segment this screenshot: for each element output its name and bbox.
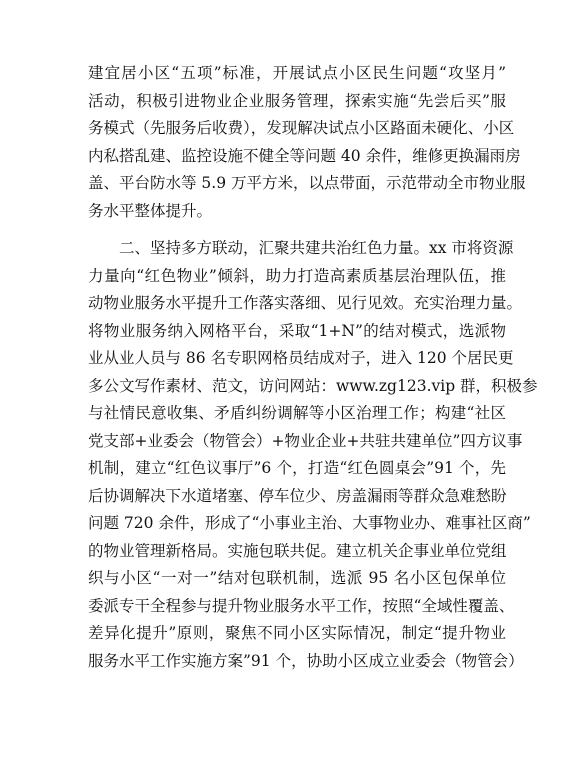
text-line-13: 与社情民意收集、矛盾纠纷调解等小区治理工作；构建“社区	[88, 404, 506, 422]
body-text	[88, 60, 538, 675]
text-line-14: 党支部+业委会（物管会）+物业企业+共驻共建单位”四方议事	[88, 431, 523, 450]
text-line-4: 内私搭乱建、监控设施不健全等问题 40 余件，维修更换漏雨房	[88, 146, 521, 165]
text-line-11: 业从业人员与 86 名专职网格员结成对子，进入 120 个居民更	[88, 349, 514, 367]
text-line-2: 活动，积极引进物业企业服务管理，探索实施“先尝后买”服	[88, 91, 506, 110]
text-line-19: 织与小区“一对一”结对包联机制，选派 95 名小区包保单位	[88, 569, 506, 587]
text-line-3: 务模式（先服务后收费），发现解决试点小区路面未硬化、小区	[88, 119, 515, 137]
text-line-17: 问题 720 余件，形成了“小事业主治、大事物业办、难事社区商”	[88, 514, 531, 532]
text-line-18: 的物业管理新格局。实施包联共促。建立机关企事业单位党组	[88, 541, 507, 560]
text-line-15: 机制，建立“红色议事厅”6 个，打造“红色圆桌会”91 个，先	[88, 459, 506, 477]
text-line-8: 力量向“红色物业”倾斜，助力打造高素质基层治理队伍，推	[88, 266, 506, 285]
text-line-12: 多公文写作素材、范文，访问网站：www.zg123.vip 群，积极参	[88, 376, 538, 395]
text-line-16: 后协调解决下水道堵塞、停车位少、房盖漏雨等群众急难愁盼	[88, 486, 507, 505]
text-line-6: 务水平整体提升。	[88, 201, 213, 220]
text-line-20: 委派专干全程参与提升物业服务水平工作，按照“全域性覆盖、	[88, 596, 515, 615]
text-line-5: 盖、平台防水等 5.9 万平方米，以点带面，示范带动全市物业服	[88, 174, 526, 192]
text-line-9: 动物业服务水平提升工作落实落细、见行见效。充实治理力量。	[88, 294, 523, 312]
text-line-1: 建宜居小区“五项”标准，开展试点小区民生问题“攻坚月”	[88, 64, 506, 82]
text-line-21: 差异化提升”原则，聚焦不同小区实际情况，制定“提升物业	[88, 624, 506, 642]
text-line-22: 服务水平工作实施方案”91 个，协助小区成立业委会（物管会）	[88, 651, 524, 670]
text-line-7: 二、坚持多方联动，汇聚共建共治红色力量。xx 市将资源	[119, 239, 514, 257]
paragraph-gap	[88, 225, 506, 235]
text-line-10: 将物业服务纳入网格平台，采取“1+N”的结对模式，选派物	[88, 321, 506, 340]
